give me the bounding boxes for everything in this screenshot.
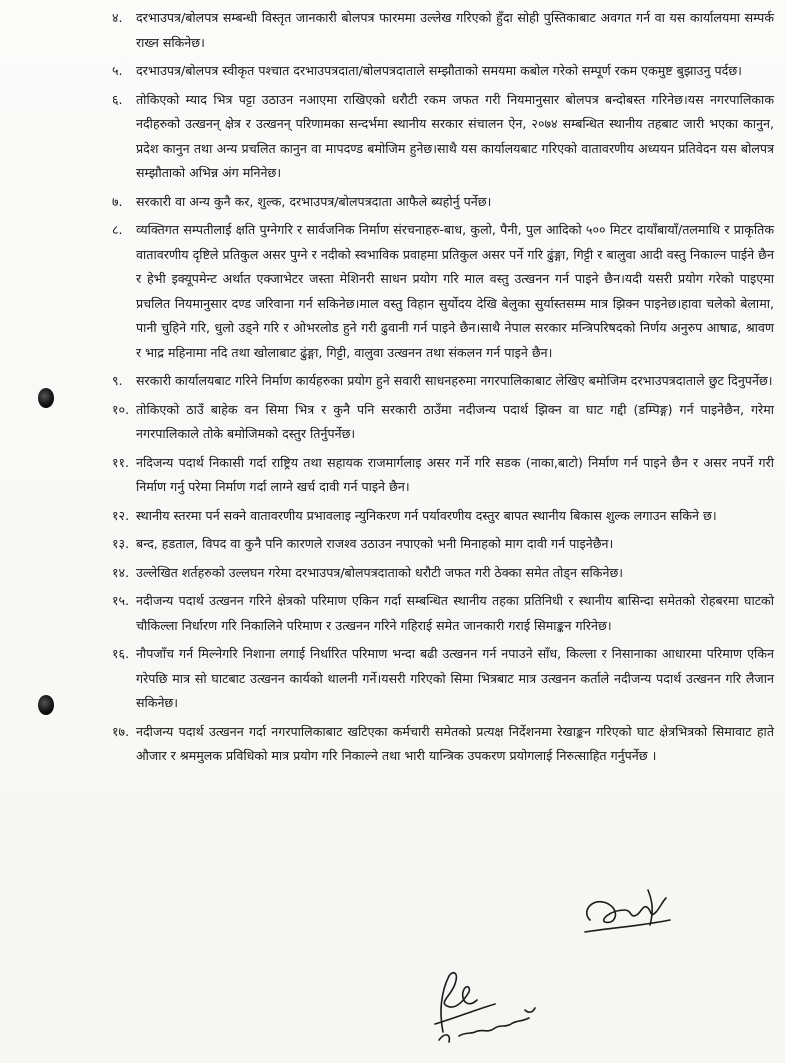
item-text: दरभाउपत्र/बोलपत्र स्वीकृत पश्चात दरभाउपत्रदाता/बोलपत्रदाताले सम्झौताको समयमा कबोल गरेको सम्पूर्ण रकम एकमुष्ट बुझाउनु पर्दछ। xyxy=(136,63,742,78)
item-text: सरकारी वा अन्य कुनै कर, शुल्क, दरभाउपत्र/बोलपत्रदाता आफैले ब्यहोर्नु पर्नेछ। xyxy=(136,193,492,209)
item-text: दरभाउपत्र/बोलपत्र सम्बन्धी विस्तृत जानकारी बोलपत्र फारममा उल्लेख गरिएको हुँदा सोही पुस्तिकाबाट अवगत गर्न वा यस कार्यालयमा सम्पर्क राख्न सकिनेछ। xyxy=(136,10,774,50)
signature-er-ranjan xyxy=(425,962,545,1047)
item-text: नौपजाँच गर्न मिल्नेगरि निशाना लगाई निर्धारित परिमाण भन्दा बढी उत्खनन गर्न नपाउने साँध, किल्ला र निसानाका आधारमा परिमाण एकिन गरेपछि मात्र सो घाटबाट उत्खनन कार्यको थालनी गर्ने।यसरी गरिएको सिमा भित्रबाट मात्र उत्खनन कर्ताले नदीजन्य पदार्थ उत्खनन गरि लैजान सकिनेछ। xyxy=(136,646,774,710)
item-number: ७. xyxy=(112,193,123,209)
item-text: उल्लेखित शर्तहरुको उल्लघन गरेमा दरभाउपत्र/बोलपत्रदाताको धरौटी जफत गरी ठेक्का समेत तोड्न सकिनेछ। xyxy=(136,564,624,580)
punch-hole-mark xyxy=(38,388,54,408)
list-item xyxy=(112,88,774,186)
item-number: १०. xyxy=(112,401,130,417)
item-number: १४. xyxy=(112,564,130,580)
item-number: १२. xyxy=(112,507,130,523)
signature-mark xyxy=(570,880,680,950)
item-number: ८. xyxy=(112,222,123,237)
item-text: सरकारी कार्यालयबाट गरिने निर्माण कार्यहरुका प्रयोग हुने सवारी साधनहरुमा नगरपालिकाबाट लेखिए बमोजिम दरभाउपत्रदाताले छुट दिनुपर्नेछ। xyxy=(136,373,773,388)
item-text: तोकिएको म्याद भित्र पट्टा उठाउन नआएमा राखिएको धरौटी रकम जफत गरी नियमानुसार बोलपत्र बन्दोबस्त गरिनेछ।यस नगरपालिकाक नदीहरुको उत्खनन् क्षेत्र र उत्खनन् परिणामका सन्दर्भमा स्थानीय सरकार संचालन ऐन, २०७४ सम्बन्धित स्थानीय तहबाट जारी भएका कानुन, प्रदेश कानुन तथा अन्य प्रचलित कानुन वा मापदण्ड बमोजिम हुनेछ।साथै यस कार्यालयबाट गरिएको वातावरणीय अध्ययन प्रतिवेदन यस बोलपत्र सम्झौताको अभिन्न अंग मनिनेछ। xyxy=(136,91,774,180)
item-number: ५. xyxy=(112,63,123,78)
list-item xyxy=(112,451,774,500)
list-item xyxy=(112,59,774,84)
item-text: बन्द, हडताल, विपद वा कुनै पनि कारणले राजश्व उठाउन नपाएको भनी मिनाहको माग दावी गर्न पाइनेछैन। xyxy=(136,536,614,551)
list-item xyxy=(112,218,774,365)
item-text: नदिजन्य पदार्थ निकासी गर्दा राष्ट्रिय तथा सहायक राजमार्गलाइ असर गर्ने गरि सडक (नाका,बाटो) निर्माण गर्न पाइने छैन र असर नपर्ने गरी निर्माण गर्नु परेमा निर्माण गर्दा लाग्ने खर्च दावी गर्न पाइने छैन। xyxy=(136,454,774,494)
item-number: ४. xyxy=(112,10,123,25)
list-item xyxy=(112,720,774,769)
item-number: ९. xyxy=(112,373,123,388)
list-item xyxy=(112,369,774,394)
list-item xyxy=(112,589,774,638)
punch-hole-mark xyxy=(38,695,54,715)
item-number: ११. xyxy=(112,454,130,470)
item-number: ६. xyxy=(112,91,123,107)
list-item xyxy=(112,504,774,529)
list-item xyxy=(112,642,774,716)
item-text: तोकिएको ठाउँ बाहेक वन सिमा भित्र र कुनै पनि सरकारी ठाउँमा नदीजन्य पदार्थ झिक्न वा घाट गद्दी (डम्पिङ्ग) गर्न पाइनेछैन, गरेमा नगरपालिकाले तोके बमोजिमको दस्तुर तिर्नुपर्नेछ। xyxy=(136,401,774,441)
item-text: व्यक्तिगत सम्पतीलाई क्षति पुग्नेगरि र सार्वजनिक निर्माण संरचनाहरु-बाध, कुलो, पैनी, पुल आदिको ५०० मिटर दायाँबायाँ/तलमाथि र प्राकृतिक वातावरणीय दृष्टिले प्रतिकुल असर पुग्ने र नदीको स्वभाविक प्रवाहमा प्रतिकुल असर पर्ने गरि ढुंङ्गा, गिट्टी र बालुवा आदी वस्तु निकाल्न पाईने छैन र हेभी इक्यूपमेन्ट अर्थात एक्जाभेटर जस्ता मेशिनरी साधन प्रयोग गरि माल वस्तु उत्खनन गर्न पाइने छैन।यदी यसरी प्रयोग गरेको पाइएमा प्रचलित नियमानुसार दण्ड जरिवाना गर्न सकिनेछ।माल वस्तु विहान सुर्योदय देखि बेलुका सुर्यास्तसम्म मात्र झिक्न पाइनेछ।हावा चलेको बेलामा, पानी चुहिने गरि, धुलो उड्ने गरि र ओभरलोड हुने गरी ढुवानी गर्न पाइने छैन।साथै नेपाल सरकार मन्त्रिपरिषदको निर्णय अनुरुप आषाढ, श्रावण र भाद्र महिनामा नदि तथा खोलाबाट ढुंङ्गा, गिट्टी, वालुवा उत्खनन तथा संकलन गर्न पाइने छैन। xyxy=(136,222,774,360)
list-item xyxy=(112,398,774,447)
item-number: १७. xyxy=(112,723,130,739)
conditions-list xyxy=(112,6,774,773)
list-item xyxy=(112,190,774,215)
list-item xyxy=(112,532,774,557)
item-number: १६. xyxy=(112,646,130,661)
item-number: १३. xyxy=(112,536,130,551)
list-item xyxy=(112,6,774,55)
item-text: स्थानीय स्तरमा पर्न सक्ने वातावरणीय प्रभावलाइ न्युनिकरण गर्न पर्यावरणीय दस्तुर बापत स्थानीय बिकास शुल्क लगाउन सकिने छ। xyxy=(136,507,717,523)
list-item xyxy=(112,561,774,586)
item-text: नदीजन्य पदार्थ उत्खनन गरिने क्षेत्रको परिमाण एकिन गर्दा सम्बन्धित स्थानीय तहका प्रतिनिधी र स्थानीय बासिन्दा समेतको रोहबरमा घाटको चौकिल्ला निर्धारण गरि निकालिने परिमाण र उत्खनन गरिने गहिराई समेत जानकारी गराई सिमाङ्कन गरिनेछ। xyxy=(136,593,774,633)
item-text: नदीजन्य पदार्थ उत्खनन गर्दा नगरपालिकाबाट खटिएका कर्मचारी समेतको प्रत्यक्ष निर्देशनमा रेखाङ्कन गरिएको घाट क्षेत्रभित्रको सिमावाट हाते औजार र श्रममुलक प्रविधिको मात्र प्रयोग गरि निकाल्ने तथा भारी यान्त्रिक उपकरण प्रयोगलाई निरुत्साहित गर्नुपर्नेछ । xyxy=(136,723,774,763)
item-number: १५. xyxy=(112,593,130,608)
